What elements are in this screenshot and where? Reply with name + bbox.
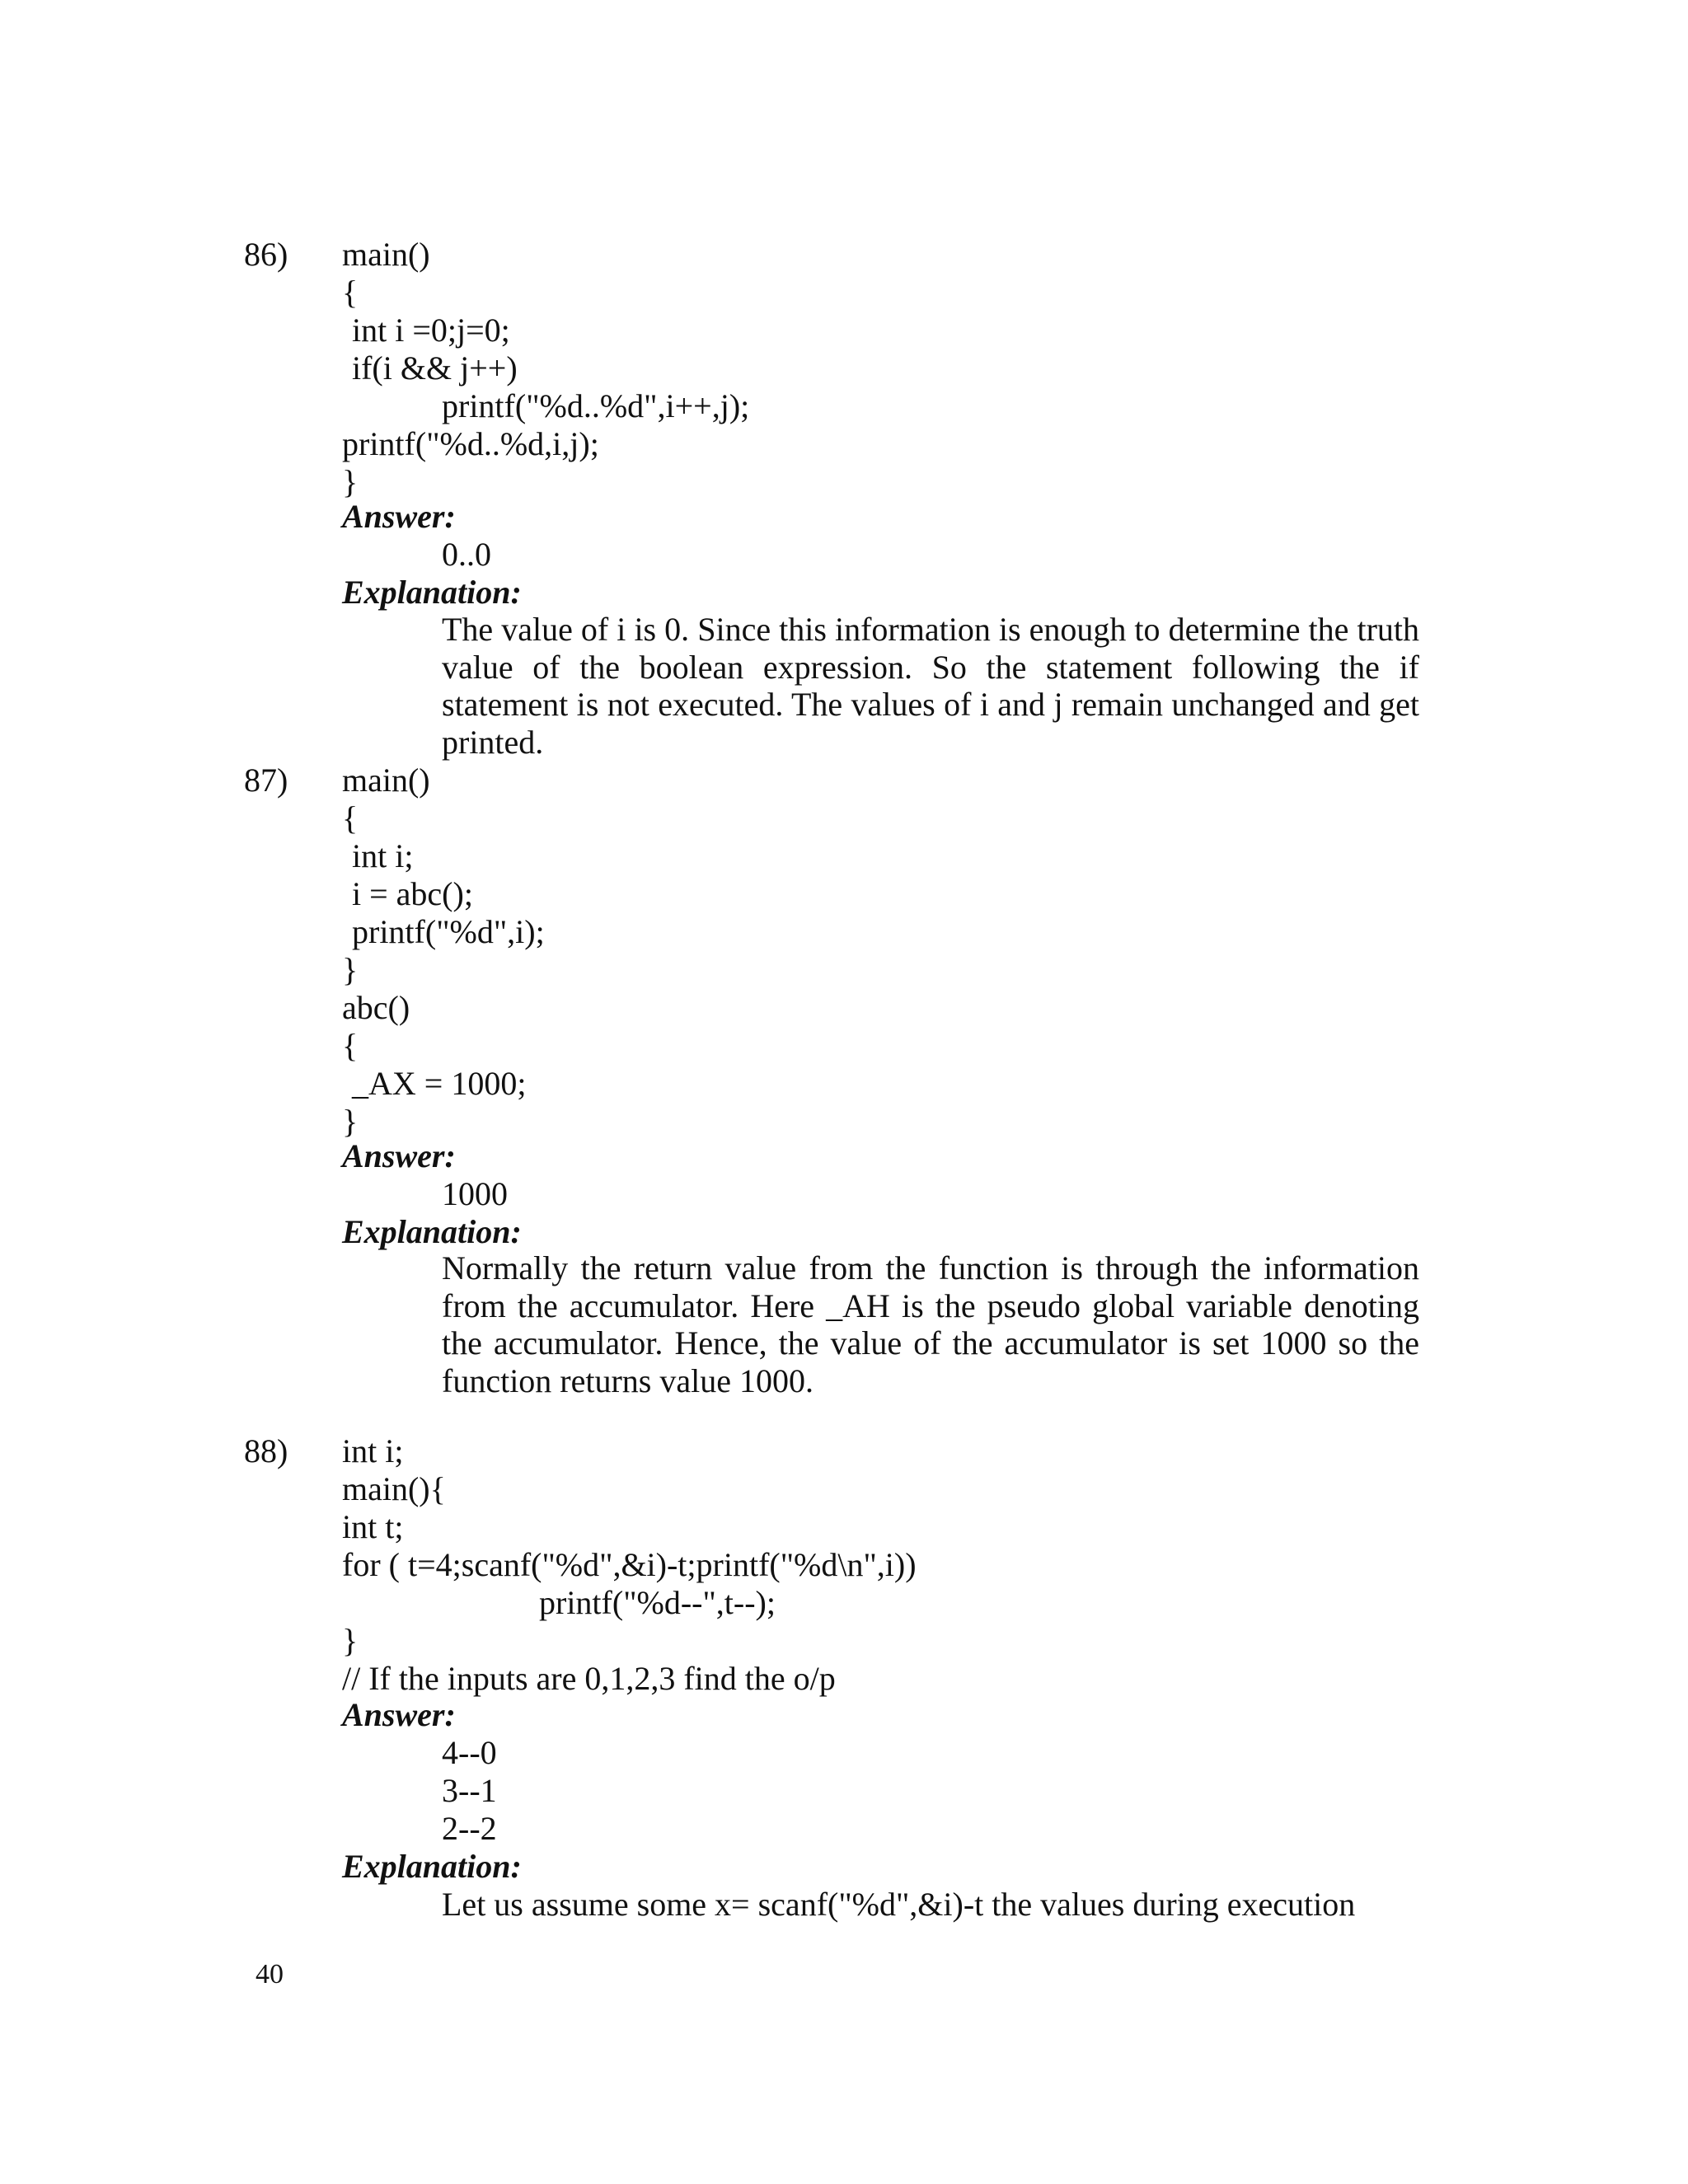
code-line: abc() — [342, 989, 410, 1026]
answer-label: Answer: — [342, 498, 456, 535]
code-line: if(i && j++) — [352, 349, 518, 387]
question-number-86: 86) — [244, 236, 288, 273]
code-line: main(){ — [342, 1470, 446, 1507]
code-line: int i; — [352, 837, 414, 874]
explanation-text: Normally the return value from the function is through the information from the accumulator. Here _AH is the pseudo global variable denoting the accumulator. Hence, the value of the accumulator is set 1000 so the function returns value 1000. — [442, 1249, 1419, 1399]
code-line: } — [342, 1103, 359, 1140]
code-line: } — [342, 1622, 359, 1659]
code-line: main() — [342, 236, 430, 273]
answer-label: Answer: — [342, 1696, 456, 1733]
answer-value: 2--2 — [442, 1810, 497, 1847]
answer-value: 1000 — [442, 1175, 508, 1212]
explanation-label: Explanation: — [342, 1213, 522, 1250]
code-line: { — [342, 1027, 359, 1064]
code-line: { — [342, 274, 359, 311]
code-line: int t; — [342, 1508, 404, 1545]
code-line: { — [342, 799, 359, 837]
answer-label: Answer: — [342, 1137, 456, 1174]
code-line: main() — [342, 762, 430, 799]
code-line: i = abc(); — [352, 875, 473, 912]
code-line: _AX = 1000; — [352, 1065, 527, 1102]
answer-value: 4--0 — [442, 1734, 497, 1771]
explanation-text: Let us assume some x= scanf("%d",&i)-t the values during execution — [442, 1886, 1356, 1923]
explanation-label: Explanation: — [342, 574, 522, 611]
code-comment: // If the inputs are 0,1,2,3 find the o/p — [342, 1660, 836, 1697]
code-line: printf("%d..%d",i++,j); — [442, 387, 750, 424]
explanation-text: The value of i is 0. Since this information is enough to determine the truth value of the boolean expression. So the statement following the if statement is not executed. The values of i and j remain unchanged and get printed. — [442, 611, 1419, 761]
code-line: int i =0;j=0; — [352, 312, 510, 349]
question-number-87: 87) — [244, 762, 288, 799]
code-line: } — [342, 951, 359, 988]
page-number: 40 — [256, 1959, 284, 1990]
answer-value: 3--1 — [442, 1772, 497, 1809]
answer-value: 0..0 — [442, 536, 491, 573]
code-line: printf("%d--",t--); — [539, 1584, 776, 1621]
code-line: } — [342, 463, 359, 500]
question-number-88: 88) — [244, 1432, 288, 1469]
code-line: printf("%d..%d,i,j); — [342, 425, 599, 462]
code-line: for ( t=4;scanf("%d",&i)-t;printf("%d\n",i)) — [342, 1546, 917, 1583]
explanation-label: Explanation: — [342, 1848, 522, 1885]
code-line: printf("%d",i); — [352, 913, 545, 950]
code-line: int i; — [342, 1432, 404, 1469]
